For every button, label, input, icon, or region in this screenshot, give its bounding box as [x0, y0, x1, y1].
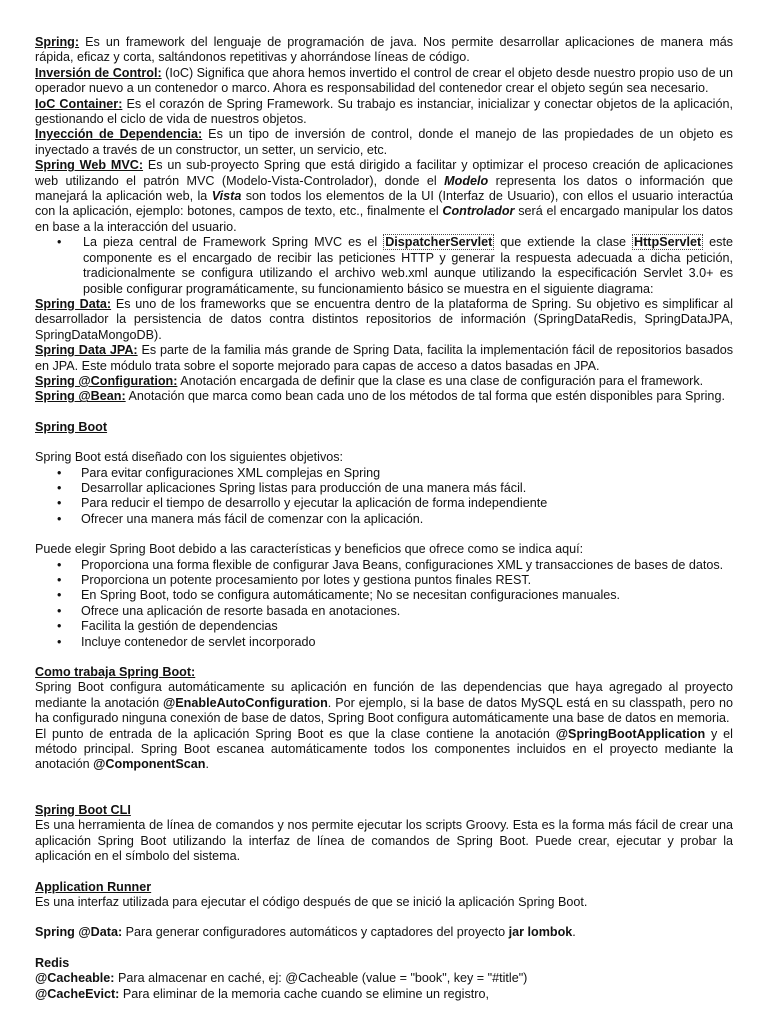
def-spring-data-jpa — [35, 343, 733, 374]
def-text: Es el corazón de Spring Framework. Su trabajo es instanciar, inicializar y conectar objetos de la aplicación, gestionando el ciclo de vida de nuestros objetos. — [35, 96, 733, 127]
list-item — [35, 635, 733, 650]
boot-intro-2: Puede elegir Spring Boot debido a las características y beneficios que ofrece como se indica aquí: — [35, 542, 584, 557]
def-term: Spring Data: — [35, 296, 112, 311]
def-text: (IoC) Significa que ahora hemos invertido el control de crear el objeto desde nuestro propio uso de un operador nuevo a un contenedor o marco. Ahora es responsabilidad del contenedor crear el objeto según sea necesario. — [35, 65, 733, 96]
list-item — [35, 512, 733, 527]
document-page — [35, 35, 733, 1002]
def-text: Para eliminar de la memoria cache cuando se elimine un registro, — [119, 986, 489, 1001]
item-text: Incluye contenedor de servlet incorporado — [81, 634, 316, 649]
def-text: Es uno de los frameworks que se encuentra dentro de la plataforma de Spring. Su objetivo es simplificar al desarrollador la persistencia de datos contra distintos repositorios de información (SpringDataRedis, SpringDataJPA, SpringDataMongoDB). — [35, 296, 733, 342]
http-servlet-term: HttpServlet — [634, 235, 702, 250]
def-term: @CacheEvict: — [35, 986, 120, 1001]
bullet-icon: • — [57, 588, 62, 603]
how-paragraph-2 — [35, 727, 733, 773]
section-heading-how-it-works: Como trabaja Spring Boot: — [35, 665, 196, 680]
list-item — [35, 573, 733, 588]
def-term: Spring Web MVC: — [35, 158, 144, 173]
def-spring-mvc — [35, 158, 733, 235]
item-text: Proporciona un potente procesamiento por lotes y gestiona puntos finales REST. — [81, 573, 532, 587]
def-text: Es parte de la familia más grande de Spring Data, facilita la implementación fácil de repositorios basados en JPA. Este módulo trata sobre el soporte mejorado para capas de acceso a datos basadas en JPA. — [35, 343, 733, 373]
spacer — [35, 941, 733, 956]
item-text: Facilita la gestión de dependencias — [81, 619, 278, 634]
annotation-enable-auto-configuration: @EnableAutoConfiguration — [163, 695, 328, 710]
section-heading-spring-boot: Spring Boot — [35, 419, 108, 434]
item-text: que extiende la clase — [494, 235, 633, 250]
mvc-bullet-list — [35, 235, 733, 297]
cli-paragraph: Es una herramienta de línea de comandos y nos permite ejecutar los scripts Groovy. Esta es la forma más fácil de crear una aplicación Spring Boot utilizando la interfaz de línea de comandos de Spring Boot. Puede crear, ejecutar y probar la aplicación en el símbolo del sistema. — [35, 818, 733, 864]
boot-goals-list — [35, 466, 733, 528]
bullet-icon: • — [57, 235, 62, 250]
spacer — [35, 435, 733, 450]
def-text: Es un sub-proyecto Spring que está dirigido a facilitar y optimizar el proceso creación de aplicaciones web utilizando el patrón MVC (Modelo-Vista-Controlador), donde el — [35, 158, 733, 188]
item-text: Ofrecer una manera más fácil de comenzar con la aplicación. — [81, 511, 424, 526]
how-paragraph-1 — [35, 680, 733, 726]
dispatcher-servlet-term: DispatcherServlet — [385, 235, 493, 250]
bullet-icon: • — [57, 634, 62, 649]
def-term: @Cacheable: — [35, 971, 115, 986]
list-item — [35, 496, 733, 511]
list-item — [35, 466, 733, 481]
def-text: Para almacenar en caché, ej: @Cacheable (value = "book", key = "#title") — [114, 971, 528, 986]
bullet-icon: • — [57, 480, 62, 495]
para-text: El punto de entrada de la aplicación Spring Boot es que la clase contiene la anotación — [35, 726, 556, 741]
lombok-term: jar lombok — [508, 925, 573, 940]
bullet-icon: • — [57, 511, 62, 526]
def-spring-bean — [35, 389, 733, 404]
def-ioc-container — [35, 97, 733, 128]
def-spring — [35, 35, 733, 66]
bullet-icon: • — [57, 619, 62, 634]
def-term: Inyección de Dependencia: — [35, 127, 203, 142]
para-text: . Por ejemplo, si la base de datos MySQL está en su classpath, pero no ha configurado ninguna conexión de base de datos, Spring Boot configura automáticamente una base de datos en memoria. — [35, 695, 733, 726]
item-text: Para evitar configuraciones XML complejas en Spring — [81, 465, 381, 480]
para-text: Spring Boot configura automáticamente su aplicación en función de las dependencias que haya agregado al proyecto mediante la anotación — [35, 680, 733, 710]
spring-data-annotation — [35, 925, 733, 940]
def-term: Spring: — [35, 35, 80, 49]
bullet-icon: • — [57, 557, 62, 572]
def-term: Spring Data JPA: — [35, 343, 138, 358]
bullet-icon: • — [57, 573, 62, 587]
boot-benefits-list — [35, 558, 733, 650]
list-item — [35, 604, 733, 619]
def-text: Es un framework del lenguaje de programación de java. Nos permite desarrollar aplicaciones de manera más rápida, eficaz y corta, saltándonos repetitivas y ahorrándose líneas de código. — [35, 35, 733, 65]
item-text: En Spring Boot, todo se configura automáticamente; No se necesitan configuraciones manuales. — [81, 588, 621, 603]
def-spring-configuration — [35, 374, 733, 389]
def-text: Es un tipo de inversión de control, donde el manejo de las propiedades de un objeto es inyectado a través de un constructor, un setter, un servicio, etc. — [35, 127, 733, 157]
bullet-icon: • — [57, 603, 62, 618]
annotation-spring-boot-application: @SpringBootApplication — [555, 726, 706, 741]
list-item — [35, 481, 733, 496]
def-text: Anotación que marca como bean cada uno de los métodos de tal forma que estén disponibles para Spring. — [125, 389, 725, 404]
item-text: Ofrece una aplicación de resorte basada en anotaciones. — [81, 603, 401, 618]
item-text: Para reducir el tiempo de desarrollo y ejecutar la aplicación de forma independiente — [81, 496, 548, 511]
def-ioc — [35, 66, 733, 97]
def-term: Inversión de Control: — [35, 65, 162, 80]
list-item — [35, 588, 733, 603]
item-text: Desarrollar aplicaciones Spring listas para producción de una manera más fácil. — [81, 480, 527, 495]
spacer — [35, 650, 733, 665]
spacer — [35, 910, 733, 925]
def-text: representa los datos o información que manejará la aplicación web, la — [35, 173, 733, 204]
item-text: La pieza central de Framework Spring MVC es el — [83, 235, 384, 250]
para-text: y el método principal. Spring Boot escanea automáticamente todos los componentes incluidos en el proyecto mediante la anotación — [35, 726, 733, 772]
def-term: Spring @Bean: — [35, 389, 126, 404]
spacer — [35, 773, 733, 803]
spacer — [35, 865, 733, 880]
bullet-icon: • — [57, 465, 62, 480]
def-text: son todos los elementos de la UI (Interfaz de Usuario), con ellos el usuario interactúa con la aplicación, ejemplo: botones, campos de texto, etc., finalmente el — [35, 189, 733, 219]
spacer — [35, 405, 733, 420]
list-item — [35, 619, 733, 634]
bullet-icon: • — [57, 496, 62, 511]
controller-term: Controlador — [442, 204, 515, 219]
runner-paragraph: Es una interfaz utilizada para ejecutar el código después de que se inició la aplicación Spring Boot. — [35, 894, 588, 909]
def-text: Para generar configuradores automáticos y captadores del proyecto — [122, 925, 509, 940]
def-text: será el encargado manipular los datos en base a la interacción del usuario. — [35, 204, 733, 234]
def-term: Spring @Data: — [35, 925, 123, 940]
item-text: este componente es el encargado de recibir las peticiones HTTP y generar la respuesta adecuada a dicha petición, tradicionalmente se configura utilizando el archivo web.xml aunque utilizando la especificación Servlet 3.0+ es posible configurar programáticamente, su funcionamiento básico se muestra en el siguiente diagrama: — [83, 235, 733, 296]
annotation-component-scan: @ComponentScan — [93, 757, 206, 772]
def-spring-data — [35, 297, 733, 343]
boot-intro: Spring Boot está diseñado con los siguientes objetivos: — [35, 450, 344, 465]
item-text: Proporciona una forma flexible de configurar Java Beans, configuraciones XML y transacciones de bases de datos. — [81, 557, 724, 572]
section-heading-application-runner: Application Runner — [35, 879, 152, 894]
list-item — [35, 235, 733, 297]
model-term: Modelo — [444, 173, 489, 188]
para-text: . — [205, 757, 209, 772]
section-heading-redis: Redis — [35, 955, 70, 970]
redis-cache-evict — [35, 987, 733, 1002]
def-dependency-injection — [35, 127, 733, 158]
redis-cacheable — [35, 971, 733, 986]
def-term: IoC Container: — [35, 96, 123, 111]
def-text: Anotación encargada de definir que la clase es una clase de configuración para el framework. — [177, 373, 704, 388]
def-term: Spring @Configuration: — [35, 373, 178, 388]
def-text: . — [572, 925, 576, 940]
view-term: Vista — [211, 189, 242, 204]
section-heading-cli: Spring Boot CLI — [35, 802, 131, 817]
list-item — [35, 558, 733, 573]
spacer — [35, 527, 733, 542]
